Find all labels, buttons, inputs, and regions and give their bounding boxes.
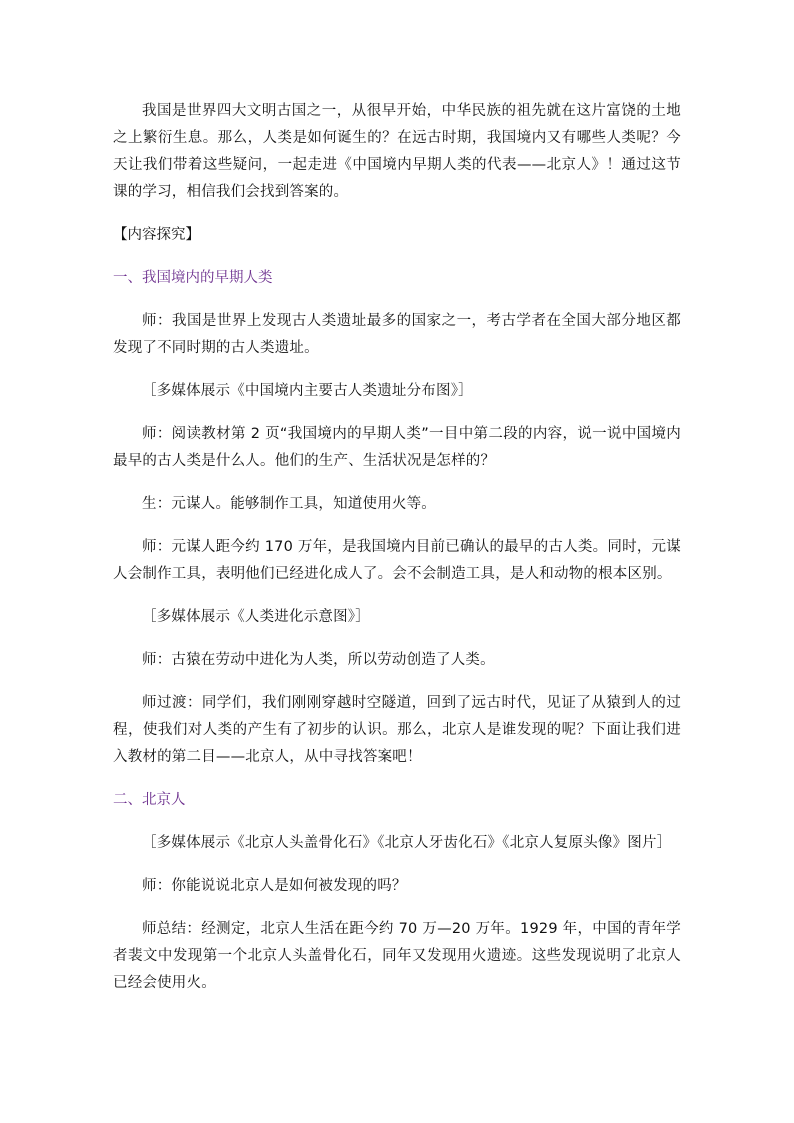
document-page (113, 98, 681, 1013)
paragraph-7: 师：古猿在劳动中进化为人类，所以劳动创造了人类。 (142, 652, 495, 668)
paragraph-1: 师：我国是世界上发现古人类遗址最多的国家之一，考古学者在全国大部分地区都发现了不同时期的古人类遗址。 (113, 313, 681, 356)
paragraph-10: 师：你能说说北京人是如何被发现的吗？ (142, 878, 407, 894)
paragraph-8: 师过渡：同学们，我们刚刚穿越时空隧道，回到了远古时代，见证了从猿到人的过程，使我们对人类的产生有了初步的认识。那么，北京人是谁发现的呢？下面让我们进入教材的第二目——北京人，从中寻找答案吧！ (113, 695, 681, 765)
intro-paragraph: 我国是世界四大文明古国之一，从很早开始，中华民族的祖先就在这片富饶的土地之上繁衍生息。那么，人类是如何诞生的？在远古时期，我国境内又有哪些人类呢？今天让我们带着这些疑问，一起走进《中国境内早期人类的代表——北京人》！通过这节课的学习，相信我们会找到答案的。 (113, 103, 681, 200)
paragraph-3: 师：阅读教材第 2 页“我国境内的早期人类”一目中第二段的内容，说一说中国境内最早的古人类是什么人。他们的生产、生活状况是怎样的？ (113, 426, 681, 469)
paragraph-4: 生：元谋人。能够制作工具，知道使用火等。 (142, 496, 436, 512)
paragraph-11: 师总结：经测定，北京人生活在距今约 70 万—20 万年。1929 年，中国的青年学者裴文中发现第一个北京人头盖骨化石，同年又发现用火遗迹。这些发现说明了北京人已经会使用火。 (113, 921, 681, 991)
paragraph-6: ［多媒体展示《人类进化示意图》］ (142, 609, 370, 625)
heading-peking-man: 二、北京人 (113, 792, 186, 808)
heading-early-humans: 一、我国境内的早期人类 (113, 270, 273, 286)
paragraph-9: ［多媒体展示《北京人头盖骨化石》《北京人牙齿化石》《北京人复原头像》图片］ (142, 835, 672, 851)
section-label: 【内容探究】 (113, 227, 200, 243)
paragraph-5: 师：元谋人距今约 170 万年，是我国境内目前已确认的最早的古人类。同时，元谋人会制作工具，表明他们已经进化成人了。会不会制造工具，是人和动物的根本区别。 (113, 539, 681, 582)
paragraph-2: ［多媒体展示《中国境内主要古人类遗址分布图》］ (142, 383, 473, 399)
